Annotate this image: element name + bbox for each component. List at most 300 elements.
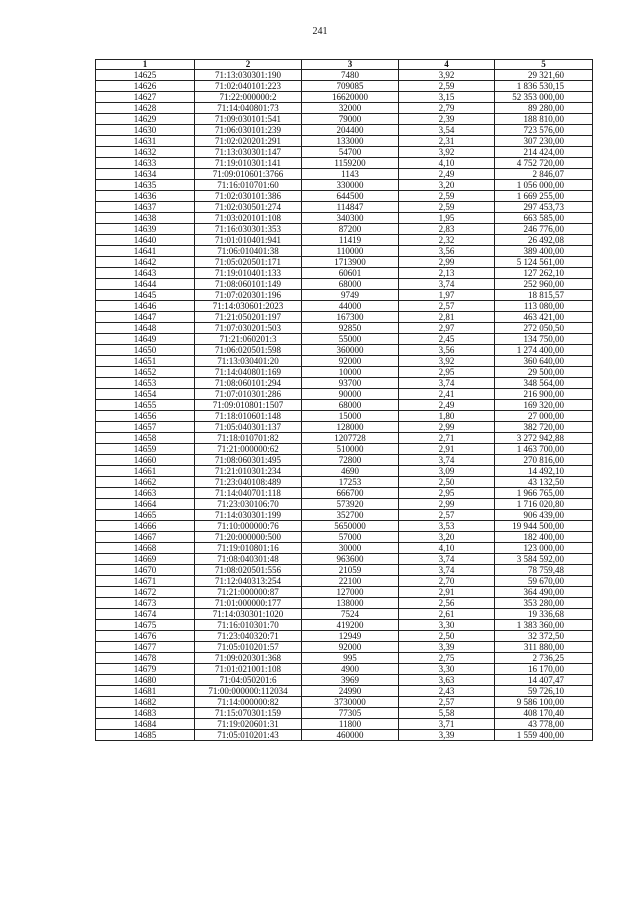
- cadastral-number-cell: 71:07:030201:503: [195, 323, 302, 334]
- value-cell: 123 000,00: [495, 543, 593, 554]
- row-number-cell: 14672: [96, 587, 195, 598]
- row-number-cell: 14634: [96, 169, 195, 180]
- area-cell: 68000: [302, 279, 399, 290]
- area-cell: 72800: [302, 455, 399, 466]
- row-number-cell: 14683: [96, 708, 195, 719]
- value-cell: 463 421,00: [495, 312, 593, 323]
- table-row: [96, 587, 593, 598]
- row-number-cell: 14643: [96, 268, 195, 279]
- area-cell: 110000: [302, 246, 399, 257]
- row-number-cell: 14663: [96, 488, 195, 499]
- area-cell: 4690: [302, 466, 399, 477]
- page-number: 241: [312, 26, 328, 37]
- row-number-cell: 14675: [96, 620, 195, 631]
- table-row: [96, 191, 593, 202]
- data-table: [95, 59, 593, 741]
- rate-cell: 2,59: [399, 81, 495, 92]
- area-cell: 204400: [302, 125, 399, 136]
- row-number-cell: 14652: [96, 367, 195, 378]
- value-cell: 906 439,00: [495, 510, 593, 521]
- table-row: [96, 213, 593, 224]
- row-number-cell: 14678: [96, 653, 195, 664]
- row-number-cell: 14627: [96, 92, 195, 103]
- row-number-cell: 14679: [96, 664, 195, 675]
- table-row: [96, 202, 593, 213]
- area-cell: 127000: [302, 587, 399, 598]
- area-cell: 7524: [302, 609, 399, 620]
- value-cell: 4 752 720,00: [495, 158, 593, 169]
- cadastral-number-cell: 71:23:040320:71: [195, 631, 302, 642]
- area-cell: 79000: [302, 114, 399, 125]
- area-cell: 21059: [302, 565, 399, 576]
- rate-cell: 2,57: [399, 697, 495, 708]
- value-cell: 270 816,00: [495, 455, 593, 466]
- table-row: [96, 433, 593, 444]
- rate-cell: 2,59: [399, 191, 495, 202]
- cadastral-number-cell: 71:13:030401:20: [195, 356, 302, 367]
- rate-cell: 2,95: [399, 367, 495, 378]
- area-cell: 10000: [302, 367, 399, 378]
- area-cell: 87200: [302, 224, 399, 235]
- value-cell: 3 584 592,00: [495, 554, 593, 565]
- value-cell: 3 272 942,88: [495, 433, 593, 444]
- table-row: [96, 323, 593, 334]
- cadastral-number-cell: 71:21:050201:197: [195, 312, 302, 323]
- cadastral-number-cell: 71:02:020201:291: [195, 136, 302, 147]
- row-number-cell: 14669: [96, 554, 195, 565]
- value-cell: 1 716 020,80: [495, 499, 593, 510]
- row-number-cell: 14670: [96, 565, 195, 576]
- area-cell: 644500: [302, 191, 399, 202]
- rate-cell: 2,41: [399, 389, 495, 400]
- row-number-cell: 14667: [96, 532, 195, 543]
- value-cell: 169 320,00: [495, 400, 593, 411]
- value-cell: 723 576,00: [495, 125, 593, 136]
- row-number-cell: 14637: [96, 202, 195, 213]
- cadastral-number-cell: 71:14:040801:169: [195, 367, 302, 378]
- table-row: [96, 180, 593, 191]
- cadastral-number-cell: 71:16:030301:353: [195, 224, 302, 235]
- value-cell: 182 400,00: [495, 532, 593, 543]
- row-number-cell: 14636: [96, 191, 195, 202]
- table-row: [96, 510, 593, 521]
- value-cell: 311 880,00: [495, 642, 593, 653]
- table-row: [96, 81, 593, 92]
- rate-cell: 3,74: [399, 378, 495, 389]
- cadastral-number-cell: 71:23:040108:489: [195, 477, 302, 488]
- rate-cell: 1,80: [399, 411, 495, 422]
- value-cell: 52 353 000,00: [495, 92, 593, 103]
- cadastral-number-cell: 71:05:020501:171: [195, 257, 302, 268]
- value-cell: 2 736,25: [495, 653, 593, 664]
- cadastral-number-cell: 71:14:040701:118: [195, 488, 302, 499]
- area-cell: 419200: [302, 620, 399, 631]
- rate-cell: 2,97: [399, 323, 495, 334]
- rate-cell: 2,70: [399, 576, 495, 587]
- table-row: [96, 312, 593, 323]
- rate-cell: 2,50: [399, 631, 495, 642]
- cadastral-number-cell: 71:12:040313:254: [195, 576, 302, 587]
- cadastral-number-cell: 71:13:030301:190: [195, 70, 302, 81]
- table-row: [96, 246, 593, 257]
- table-row: [96, 620, 593, 631]
- value-cell: 29 321,60: [495, 70, 593, 81]
- column-header: 4: [399, 60, 495, 70]
- row-number-cell: 14632: [96, 147, 195, 158]
- rate-cell: 3,63: [399, 675, 495, 686]
- value-cell: 14 492,10: [495, 466, 593, 477]
- area-cell: 9749: [302, 290, 399, 301]
- rate-cell: 2,31: [399, 136, 495, 147]
- area-cell: 3730000: [302, 697, 399, 708]
- area-cell: 4900: [302, 664, 399, 675]
- cadastral-number-cell: 71:21:000000:62: [195, 444, 302, 455]
- area-cell: 963600: [302, 554, 399, 565]
- rate-cell: 3,30: [399, 664, 495, 675]
- cadastral-number-cell: 71:15:070301:159: [195, 708, 302, 719]
- rate-cell: 2,32: [399, 235, 495, 246]
- area-cell: 128000: [302, 422, 399, 433]
- rate-cell: 2,71: [399, 433, 495, 444]
- table-row: [96, 400, 593, 411]
- rate-cell: 4,10: [399, 543, 495, 554]
- value-cell: 252 960,00: [495, 279, 593, 290]
- row-number-cell: 14666: [96, 521, 195, 532]
- cadastral-number-cell: 71:05:010201:43: [195, 730, 302, 741]
- row-number-cell: 14641: [96, 246, 195, 257]
- value-cell: 216 900,00: [495, 389, 593, 400]
- cadastral-number-cell: 71:21:000000:87: [195, 587, 302, 598]
- cadastral-number-cell: 71:06:010401:38: [195, 246, 302, 257]
- column-header: 5: [495, 60, 593, 70]
- value-cell: 1 463 700,00: [495, 444, 593, 455]
- value-cell: 364 490,00: [495, 587, 593, 598]
- value-cell: 1 056 000,00: [495, 180, 593, 191]
- area-cell: 22100: [302, 576, 399, 587]
- cadastral-number-cell: 71:08:040301:48: [195, 554, 302, 565]
- row-number-cell: 14684: [96, 719, 195, 730]
- column-header: 3: [302, 60, 399, 70]
- rate-cell: 3,20: [399, 532, 495, 543]
- table-row: [96, 125, 593, 136]
- table-row: [96, 532, 593, 543]
- row-number-cell: 14649: [96, 334, 195, 345]
- rate-cell: 2,95: [399, 488, 495, 499]
- rate-cell: 3,74: [399, 279, 495, 290]
- area-cell: 11419: [302, 235, 399, 246]
- row-number-cell: 14646: [96, 301, 195, 312]
- table-row: [96, 576, 593, 587]
- area-cell: 68000: [302, 400, 399, 411]
- rate-cell: 3,54: [399, 125, 495, 136]
- value-cell: 14 407,47: [495, 675, 593, 686]
- table-row: [96, 334, 593, 345]
- area-cell: 1713900: [302, 257, 399, 268]
- row-number-cell: 14629: [96, 114, 195, 125]
- cadastral-number-cell: 71:14:030601:2023: [195, 301, 302, 312]
- rate-cell: 3,15: [399, 92, 495, 103]
- cadastral-number-cell: 71:01:010401:941: [195, 235, 302, 246]
- cadastral-number-cell: 71:18:010601:148: [195, 411, 302, 422]
- cadastral-number-cell: 71:19:010801:16: [195, 543, 302, 554]
- rate-cell: 2,59: [399, 202, 495, 213]
- table-row: [96, 378, 593, 389]
- table-row: [96, 169, 593, 180]
- area-cell: 60601: [302, 268, 399, 279]
- rate-cell: 3,92: [399, 356, 495, 367]
- table-row: [96, 158, 593, 169]
- row-number-cell: 14673: [96, 598, 195, 609]
- area-cell: 460000: [302, 730, 399, 741]
- value-cell: 408 170,40: [495, 708, 593, 719]
- row-number-cell: 14664: [96, 499, 195, 510]
- area-cell: 7480: [302, 70, 399, 81]
- cadastral-number-cell: 71:16:010701:60: [195, 180, 302, 191]
- cadastral-number-cell: 71:09:030101:541: [195, 114, 302, 125]
- table-row: [96, 488, 593, 499]
- table-row: [96, 455, 593, 466]
- rate-cell: 2,83: [399, 224, 495, 235]
- row-number-cell: 14653: [96, 378, 195, 389]
- row-number-cell: 14655: [96, 400, 195, 411]
- table-row: [96, 708, 593, 719]
- rate-cell: 2,99: [399, 499, 495, 510]
- value-cell: 19 336,68: [495, 609, 593, 620]
- table-row: [96, 664, 593, 675]
- area-cell: 32000: [302, 103, 399, 114]
- table-row: [96, 301, 593, 312]
- area-cell: 90000: [302, 389, 399, 400]
- row-number-cell: 14665: [96, 510, 195, 521]
- rate-cell: 3,39: [399, 730, 495, 741]
- rate-cell: 3,74: [399, 455, 495, 466]
- area-cell: 12949: [302, 631, 399, 642]
- table-row: [96, 521, 593, 532]
- area-cell: 360000: [302, 345, 399, 356]
- rate-cell: 3,56: [399, 345, 495, 356]
- area-cell: 15000: [302, 411, 399, 422]
- rate-cell: 2,13: [399, 268, 495, 279]
- area-cell: 340300: [302, 213, 399, 224]
- row-number-cell: 14633: [96, 158, 195, 169]
- cadastral-number-cell: 71:09:010601:3766: [195, 169, 302, 180]
- rate-cell: 2,45: [399, 334, 495, 345]
- row-number-cell: 14645: [96, 290, 195, 301]
- table-row: [96, 389, 593, 400]
- row-number-cell: 14625: [96, 70, 195, 81]
- cadastral-number-cell: 71:08:020501:556: [195, 565, 302, 576]
- row-number-cell: 14662: [96, 477, 195, 488]
- table-row: [96, 356, 593, 367]
- value-cell: 29 500,00: [495, 367, 593, 378]
- area-cell: 11800: [302, 719, 399, 730]
- rate-cell: 1,95: [399, 213, 495, 224]
- cadastral-number-cell: 71:06:020501:598: [195, 345, 302, 356]
- value-cell: 348 564,00: [495, 378, 593, 389]
- cadastral-number-cell: 71:14:000000:82: [195, 697, 302, 708]
- area-cell: 3969: [302, 675, 399, 686]
- area-cell: 92000: [302, 642, 399, 653]
- value-cell: 78 759,48: [495, 565, 593, 576]
- row-number-cell: 14628: [96, 103, 195, 114]
- cadastral-number-cell: 71:13:030301:147: [195, 147, 302, 158]
- cadastral-number-cell: 71:18:010701:82: [195, 433, 302, 444]
- value-cell: 246 776,00: [495, 224, 593, 235]
- rate-cell: 2,91: [399, 587, 495, 598]
- table-row: [96, 554, 593, 565]
- row-number-cell: 14651: [96, 356, 195, 367]
- rate-cell: 2,49: [399, 400, 495, 411]
- cadastral-number-cell: 71:01:000000:177: [195, 598, 302, 609]
- value-cell: 1 274 400,00: [495, 345, 593, 356]
- rate-cell: 3,53: [399, 521, 495, 532]
- cadastral-number-cell: 71:05:010201:57: [195, 642, 302, 653]
- cadastral-number-cell: 71:01:021001:108: [195, 664, 302, 675]
- rate-cell: 2,39: [399, 114, 495, 125]
- cadastral-number-cell: 71:20:000000:500: [195, 532, 302, 543]
- row-number-cell: 14674: [96, 609, 195, 620]
- rate-cell: 3,39: [399, 642, 495, 653]
- row-number-cell: 14658: [96, 433, 195, 444]
- value-cell: 43 778,00: [495, 719, 593, 730]
- value-cell: 16 170,00: [495, 664, 593, 675]
- rate-cell: 2,56: [399, 598, 495, 609]
- rate-cell: 3,20: [399, 180, 495, 191]
- cadastral-number-cell: 71:09:020301:368: [195, 653, 302, 664]
- table-row: [96, 290, 593, 301]
- table-row: [96, 235, 593, 246]
- cadastral-number-cell: 71:02:030101:386: [195, 191, 302, 202]
- rate-cell: 5,58: [399, 708, 495, 719]
- table-row: [96, 609, 593, 620]
- rate-cell: 3,56: [399, 246, 495, 257]
- row-number-cell: 14640: [96, 235, 195, 246]
- cadastral-number-cell: 71:09:010801:1507: [195, 400, 302, 411]
- row-number-cell: 14680: [96, 675, 195, 686]
- rate-cell: 2,99: [399, 422, 495, 433]
- area-cell: 510000: [302, 444, 399, 455]
- cadastral-number-cell: 71:21:060201:3: [195, 334, 302, 345]
- row-number-cell: 14677: [96, 642, 195, 653]
- cadastral-number-cell: 71:02:040101:223: [195, 81, 302, 92]
- area-cell: 709085: [302, 81, 399, 92]
- row-number-cell: 14630: [96, 125, 195, 136]
- rate-cell: 3,74: [399, 565, 495, 576]
- cadastral-number-cell: 71:03:020101:108: [195, 213, 302, 224]
- value-cell: 59 726,10: [495, 686, 593, 697]
- table-row: [96, 675, 593, 686]
- cadastral-number-cell: 71:19:010401:133: [195, 268, 302, 279]
- rate-cell: 2,50: [399, 477, 495, 488]
- value-cell: 1 559 400,00: [495, 730, 593, 741]
- row-number-cell: 14671: [96, 576, 195, 587]
- cadastral-number-cell: 71:14:030301:199: [195, 510, 302, 521]
- rate-cell: 2,99: [399, 257, 495, 268]
- table-header-row: [96, 60, 593, 70]
- value-cell: 1 836 530,15: [495, 81, 593, 92]
- row-number-cell: 14660: [96, 455, 195, 466]
- table-row: [96, 268, 593, 279]
- table-row: [96, 730, 593, 741]
- row-number-cell: 14681: [96, 686, 195, 697]
- value-cell: 127 262,10: [495, 268, 593, 279]
- row-number-cell: 14647: [96, 312, 195, 323]
- rate-cell: 1,97: [399, 290, 495, 301]
- rate-cell: 3,92: [399, 147, 495, 158]
- value-cell: 27 000,00: [495, 411, 593, 422]
- area-cell: 573920: [302, 499, 399, 510]
- value-cell: 297 453,73: [495, 202, 593, 213]
- table-row: [96, 499, 593, 510]
- area-cell: 1207728: [302, 433, 399, 444]
- value-cell: 188 810,00: [495, 114, 593, 125]
- area-cell: 93700: [302, 378, 399, 389]
- row-number-cell: 14659: [96, 444, 195, 455]
- table-row: [96, 653, 593, 664]
- table-row: [96, 466, 593, 477]
- table-row: [96, 103, 593, 114]
- cadastral-number-cell: 71:02:030501:274: [195, 202, 302, 213]
- value-cell: 43 132,50: [495, 477, 593, 488]
- cadastral-number-cell: 71:23:030106:70: [195, 499, 302, 510]
- area-cell: 352700: [302, 510, 399, 521]
- value-cell: 9 586 100,00: [495, 697, 593, 708]
- table-row: [96, 697, 593, 708]
- area-cell: 92850: [302, 323, 399, 334]
- area-cell: 5650000: [302, 521, 399, 532]
- row-number-cell: 14635: [96, 180, 195, 191]
- cadastral-number-cell: 71:06:030101:239: [195, 125, 302, 136]
- cadastral-number-cell: 71:05:040301:137: [195, 422, 302, 433]
- area-cell: 167300: [302, 312, 399, 323]
- area-cell: 92000: [302, 356, 399, 367]
- row-number-cell: 14656: [96, 411, 195, 422]
- value-cell: 1 669 255,00: [495, 191, 593, 202]
- table-row: [96, 279, 593, 290]
- rate-cell: 2,61: [399, 609, 495, 620]
- rate-cell: 3,92: [399, 70, 495, 81]
- table-row: [96, 147, 593, 158]
- table-row: [96, 642, 593, 653]
- value-cell: 89 280,00: [495, 103, 593, 114]
- value-cell: 353 280,00: [495, 598, 593, 609]
- cadastral-number-cell: 71:21:010301:234: [195, 466, 302, 477]
- row-number-cell: 14676: [96, 631, 195, 642]
- table-body: [96, 70, 593, 741]
- cadastral-number-cell: 71:08:060101:149: [195, 279, 302, 290]
- table-row: [96, 565, 593, 576]
- area-cell: 1159200: [302, 158, 399, 169]
- row-number-cell: 14638: [96, 213, 195, 224]
- value-cell: 1 966 765,00: [495, 488, 593, 499]
- value-cell: 134 750,00: [495, 334, 593, 345]
- table-row: [96, 367, 593, 378]
- row-number-cell: 14661: [96, 466, 195, 477]
- value-cell: 360 640,00: [495, 356, 593, 367]
- table-row: [96, 477, 593, 488]
- cadastral-number-cell: 71:04:050201:6: [195, 675, 302, 686]
- rate-cell: 2,91: [399, 444, 495, 455]
- rate-cell: 2,75: [399, 653, 495, 664]
- row-number-cell: 14639: [96, 224, 195, 235]
- area-cell: 54700: [302, 147, 399, 158]
- value-cell: 5 124 561,00: [495, 257, 593, 268]
- table-row: [96, 444, 593, 455]
- rate-cell: 4,10: [399, 158, 495, 169]
- table-row: [96, 136, 593, 147]
- row-number-cell: 14654: [96, 389, 195, 400]
- cadastral-number-cell: 71:14:040801:73: [195, 103, 302, 114]
